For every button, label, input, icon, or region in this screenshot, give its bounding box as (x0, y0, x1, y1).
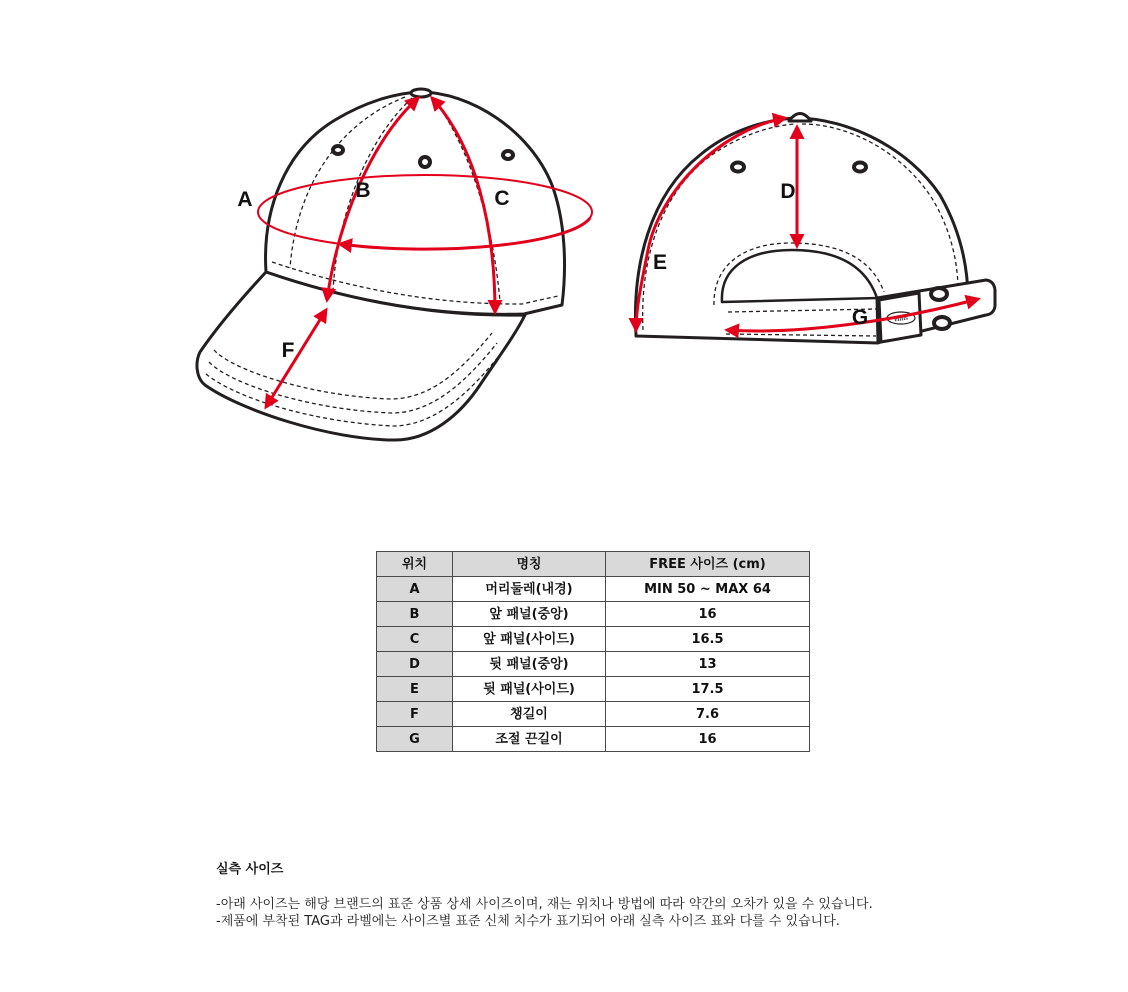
cell-position: B (377, 602, 453, 627)
eyelet-icon (333, 146, 343, 154)
cell-name: 조절 끈길이 (453, 727, 606, 752)
cell-name: 챙길이 (453, 702, 606, 727)
eyelet-icon (420, 157, 430, 167)
note-line: -제품에 부착된 TAG과 라벨에는 사이즈별 표준 신체 치수가 표기되어 아래 실측 사이즈 표와 다를 수 있습니다. (216, 914, 840, 929)
back-cap-drawing (635, 114, 995, 344)
eyelet-icon (503, 151, 513, 159)
cell-name: 앞 패널(사이드) (453, 627, 606, 652)
label-a: A (237, 188, 253, 211)
front-crown-outline (266, 92, 565, 314)
label-g: G (851, 306, 869, 329)
cell-size: 17.5 (606, 677, 810, 702)
grommet-icon (934, 317, 950, 329)
cell-name: 뒷 패널(사이드) (453, 677, 606, 702)
cell-size: MIN 50 ~ MAX 64 (606, 577, 810, 602)
cell-position: C (377, 627, 453, 652)
label-e: E (652, 251, 668, 274)
table-row (377, 577, 810, 602)
cell-position: A (377, 577, 453, 602)
grommet-icon (931, 288, 947, 300)
label-d: D (780, 180, 796, 203)
table-row (377, 727, 810, 752)
cap-measurement-diagram (0, 0, 1128, 480)
eyelet-icon (732, 163, 744, 172)
table-header-name: 명칭 (453, 552, 606, 577)
table-header-position: 위치 (377, 552, 453, 577)
label-f: F (281, 339, 295, 362)
cell-size: 16 (606, 727, 810, 752)
cell-size: 16.5 (606, 627, 810, 652)
cell-position: G (377, 727, 453, 752)
cell-name: 뒷 패널(중앙) (453, 652, 606, 677)
top-button (411, 89, 431, 97)
table-row (377, 627, 810, 652)
cell-position: E (377, 677, 453, 702)
back-top-button (789, 114, 811, 122)
cell-position: F (377, 702, 453, 727)
strap-logo: emis (893, 313, 909, 324)
table-row (377, 652, 810, 677)
size-table (376, 551, 810, 752)
label-c: C (494, 187, 510, 210)
notes-title: 실측 사이즈 (216, 862, 284, 877)
table-header-row (377, 552, 810, 577)
label-b: B (355, 179, 371, 202)
table-row (377, 677, 810, 702)
cell-size: 7.6 (606, 702, 810, 727)
cell-size: 13 (606, 652, 810, 677)
cell-size: 16 (606, 602, 810, 627)
table-row (377, 702, 810, 727)
front-cap-drawing (197, 89, 592, 440)
table-row (377, 602, 810, 627)
eyelet-icon (854, 163, 866, 172)
cell-name: 앞 패널(중앙) (453, 602, 606, 627)
table-header-size: FREE 사이즈 (cm) (606, 552, 810, 577)
cell-name: 머리둘레(내경) (453, 577, 606, 602)
cell-position: D (377, 652, 453, 677)
note-line: -아래 사이즈는 해당 브랜드의 표준 상품 상세 사이즈이며, 재는 위치나 방법에 따라 약간의 오차가 있을 수 있습니다. (216, 897, 873, 912)
